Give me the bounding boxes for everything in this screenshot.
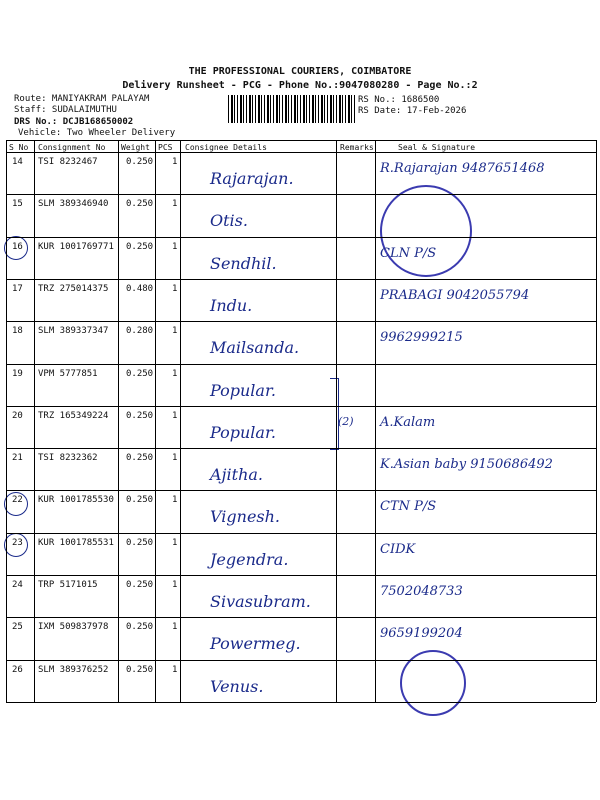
row-consignee-handwritten: Popular. bbox=[210, 381, 276, 400]
row-sno: 15 bbox=[12, 199, 23, 209]
row-pcs: 1 bbox=[172, 242, 178, 252]
row-signature-handwritten: CLN P/S bbox=[380, 246, 437, 261]
row-sno: 24 bbox=[12, 580, 23, 590]
row-sno: 20 bbox=[12, 411, 23, 421]
row-signature-handwritten: R.Rajarajan 9487651468 bbox=[380, 161, 545, 176]
row-pcs: 1 bbox=[172, 411, 178, 421]
row-consignee-handwritten: Popular. bbox=[210, 423, 276, 442]
column-divider bbox=[375, 140, 376, 702]
row-consignment: SLM 389376252 bbox=[38, 665, 109, 675]
drs-label: DRS No.: DCJB168650002 bbox=[14, 117, 134, 127]
row-pcs: 1 bbox=[172, 369, 178, 379]
row-weight: 0.250 bbox=[126, 242, 154, 252]
row-signature-handwritten: CTN P/S bbox=[380, 499, 437, 514]
row-sno: 14 bbox=[12, 157, 23, 167]
row-separator bbox=[6, 279, 596, 280]
row-pcs: 1 bbox=[172, 538, 178, 548]
column-divider bbox=[180, 140, 181, 702]
row-separator bbox=[6, 364, 596, 365]
row-weight: 0.250 bbox=[126, 580, 154, 590]
row-pcs: 1 bbox=[172, 580, 178, 590]
row-sno: 26 bbox=[12, 665, 23, 675]
row-pcs: 1 bbox=[172, 622, 178, 632]
row-consignment: TSI 8232467 bbox=[38, 157, 98, 167]
row-consignee-handwritten: Ajitha. bbox=[210, 465, 263, 484]
col-pcs: PCS bbox=[158, 143, 173, 152]
barcode bbox=[228, 95, 356, 123]
vehicle-label: Vehicle: Two Wheeler Delivery bbox=[18, 128, 176, 138]
row-weight: 0.250 bbox=[126, 495, 154, 505]
row-weight: 0.280 bbox=[126, 326, 154, 336]
row-consignee-handwritten: Mailsanda. bbox=[210, 338, 300, 357]
row-separator bbox=[6, 237, 596, 238]
col-sno: S No bbox=[9, 143, 29, 152]
column-divider bbox=[6, 140, 7, 702]
row-consignment: KUR 1001769771 bbox=[38, 242, 114, 252]
row-consignee-handwritten: Venus. bbox=[210, 677, 264, 696]
group-mark: (2) bbox=[338, 415, 354, 428]
row-sno: 23 bbox=[12, 538, 23, 548]
row-signature-handwritten: 9962999215 bbox=[380, 330, 463, 345]
row-weight: 0.250 bbox=[126, 622, 154, 632]
row-signature-handwritten: 9659199204 bbox=[380, 626, 463, 641]
row-signature-handwritten: PRABAGI 9042055794 bbox=[380, 288, 530, 303]
row-consignment: SLM 389346940 bbox=[38, 199, 109, 209]
company-seal-stamp bbox=[380, 185, 472, 277]
row-pcs: 1 bbox=[172, 453, 178, 463]
row-consignee-handwritten: Otis. bbox=[210, 211, 248, 230]
row-consignee-handwritten: Indu. bbox=[210, 296, 253, 315]
row-sno: 25 bbox=[12, 622, 23, 632]
row-consignment: TSI 8232362 bbox=[38, 453, 98, 463]
row-sno: 17 bbox=[12, 284, 23, 294]
staff-label: Staff: SUDALAIMUTHU bbox=[14, 105, 117, 115]
row-consignee-handwritten: Sivasubram. bbox=[210, 592, 311, 611]
row-separator bbox=[6, 448, 596, 449]
row-weight: 0.250 bbox=[126, 369, 154, 379]
row-separator bbox=[6, 194, 596, 195]
row-separator bbox=[6, 533, 596, 534]
row-consignee-handwritten: Sendhil. bbox=[210, 254, 277, 273]
col-remarks: Remarks bbox=[340, 143, 374, 152]
row-weight: 0.250 bbox=[126, 157, 154, 167]
row-weight: 0.250 bbox=[126, 453, 154, 463]
rs-no-label: RS No.: 1686500 bbox=[358, 95, 440, 105]
col-seal: Seal & Signature bbox=[398, 143, 476, 152]
column-divider bbox=[118, 140, 119, 702]
row-separator bbox=[6, 617, 596, 618]
row-weight: 0.250 bbox=[126, 538, 154, 548]
column-divider bbox=[336, 140, 337, 702]
row-consignee-handwritten: Vignesh. bbox=[210, 507, 281, 526]
row-weight: 0.250 bbox=[126, 199, 154, 209]
row-separator bbox=[6, 490, 596, 491]
company-title: THE PROFESSIONAL COURIERS, COIMBATORE bbox=[188, 66, 412, 77]
column-divider bbox=[155, 140, 156, 702]
row-consignment: TRZ 275014375 bbox=[38, 284, 109, 294]
row-consignment: SLM 389337347 bbox=[38, 326, 109, 336]
row-signature-handwritten: A.Kalam bbox=[380, 415, 436, 430]
row-sno: 19 bbox=[12, 369, 23, 379]
column-divider bbox=[34, 140, 35, 702]
row-consignment: KUR 1001785531 bbox=[38, 538, 114, 548]
row-pcs: 1 bbox=[172, 665, 178, 675]
row-pcs: 1 bbox=[172, 284, 178, 294]
row-separator bbox=[6, 321, 596, 322]
col-weight: Weight bbox=[121, 143, 150, 152]
row-pcs: 1 bbox=[172, 326, 178, 336]
row-consignment: VPM 5777851 bbox=[38, 369, 98, 379]
table-top-border bbox=[6, 140, 596, 141]
row-weight: 0.250 bbox=[126, 665, 154, 675]
row-weight: 0.250 bbox=[126, 411, 154, 421]
column-divider bbox=[596, 140, 597, 702]
row-sno: 21 bbox=[12, 453, 23, 463]
row-signature-handwritten: CIDK bbox=[380, 542, 416, 557]
route-label: Route: MANIYAKRAM PALAYAM bbox=[14, 94, 150, 104]
row-consignment: TRZ 165349224 bbox=[38, 411, 109, 421]
row-separator bbox=[6, 702, 596, 703]
row-sno: 16 bbox=[12, 242, 23, 252]
row-pcs: 1 bbox=[172, 199, 178, 209]
row-consignee-handwritten: Rajarajan. bbox=[210, 169, 294, 188]
row-consignee-handwritten: Jegendra. bbox=[210, 550, 289, 569]
row-separator bbox=[6, 406, 596, 407]
table-header-rule bbox=[6, 152, 596, 153]
rs-date-label: RS Date: 17-Feb-2026 bbox=[358, 106, 467, 116]
row-sno: 22 bbox=[12, 495, 23, 505]
col-consignee: Consignee Details bbox=[185, 143, 267, 152]
row-consignment: TRP 5171015 bbox=[38, 580, 98, 590]
row-pcs: 1 bbox=[172, 157, 178, 167]
row-consignee-handwritten: Powermeg. bbox=[210, 634, 301, 653]
row-sno: 18 bbox=[12, 326, 23, 336]
row-signature-handwritten: K.Asian baby 9150686492 bbox=[380, 457, 553, 472]
row-pcs: 1 bbox=[172, 495, 178, 505]
col-consignment: Consignment No bbox=[38, 143, 106, 152]
runsheet-subtitle: Delivery Runsheet - PCG - Phone No.:9047080280 - Page No.:2 bbox=[122, 80, 478, 91]
group-bracket bbox=[330, 378, 339, 450]
row-signature-handwritten: 7502048733 bbox=[380, 584, 463, 599]
row-consignment: IXM 509837978 bbox=[38, 622, 109, 632]
row-weight: 0.480 bbox=[126, 284, 154, 294]
row-separator bbox=[6, 575, 596, 576]
row-separator bbox=[6, 660, 596, 661]
row-consignment: KUR 1001785530 bbox=[38, 495, 114, 505]
